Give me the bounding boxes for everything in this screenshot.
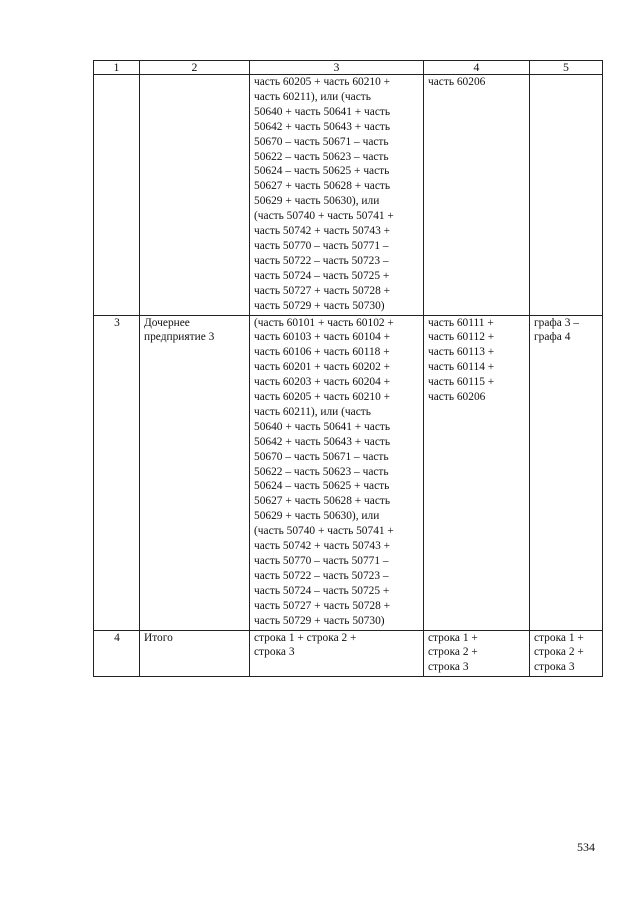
- header-row: [94, 61, 603, 75]
- table-row: [94, 630, 603, 677]
- header-col-4: 4: [424, 61, 530, 75]
- table-header: [94, 61, 603, 75]
- row-number: [94, 75, 140, 316]
- row-col3-formula: строка 1 + строка 2 + строка 3: [250, 630, 424, 677]
- row-col4-formula: часть 60111 + часть 60112 + часть 60113 + часть 60114 + часть 60115 + часть 60206: [424, 315, 530, 630]
- row-col4-formula: строка 1 + строка 2 + строка 3: [424, 630, 530, 677]
- row-col5-formula: графа 3 – графа 4: [530, 315, 603, 630]
- row-number: 3: [94, 315, 140, 630]
- header-col-1: 1: [94, 61, 140, 75]
- header-col-3: 3: [250, 61, 424, 75]
- row-name: [140, 75, 250, 316]
- row-name: Дочернее предприятие 3: [140, 315, 250, 630]
- row-number: 4: [94, 630, 140, 677]
- row-col5-formula: [530, 75, 603, 316]
- header-col-5: 5: [530, 61, 603, 75]
- row-col5-formula: строка 1 + строка 2 + строка 3: [530, 630, 603, 677]
- row-col3-formula: часть 60205 + часть 60210 + часть 60211), или (часть 50640 + часть 50641 + часть 50642 + часть 50643 + часть 50670 – часть 50671 – часть 50622 – часть 50623 – часть 50624 – часть 50625 + часть 50627 + часть 50628 + часть 50629 + часть 50630), или (часть 50740 + часть 50741 + часть 50742 + часть 50743 + часть 50770 – часть 50771 – часть 50722 – часть 50723 – часть 50724 – часть 50725 + часть 50727 + часть 50728 + часть 50729 + часть 50730): [250, 75, 424, 316]
- row-name: Итого: [140, 630, 250, 677]
- page-number: 534: [577, 840, 595, 854]
- table-row: [94, 315, 603, 630]
- header-col-2: 2: [140, 61, 250, 75]
- table-row: [94, 75, 603, 316]
- row-col4-formula: часть 60206: [424, 75, 530, 316]
- row-col3-formula: (часть 60101 + часть 60102 + часть 60103 + часть 60104 + часть 60106 + часть 60118 + часть 60201 + часть 60202 + часть 60203 + часть 60204 + часть 60205 + часть 60210 + часть 60211), или (часть 50640 + часть 50641 + часть 50642 + часть 50643 + часть 50670 – часть 50671 – часть 50622 – часть 50623 – часть 50624 – часть 50625 + часть 50627 + часть 50628 + часть 50629 + часть 50630), или (часть 50740 + часть 50741 + часть 50742 + часть 50743 + часть 50770 – часть 50771 – часть 50722 – часть 50723 – часть 50724 – часть 50725 + часть 50727 + часть 50728 + часть 50729 + часть 50730): [250, 315, 424, 630]
- document-table: [93, 60, 603, 677]
